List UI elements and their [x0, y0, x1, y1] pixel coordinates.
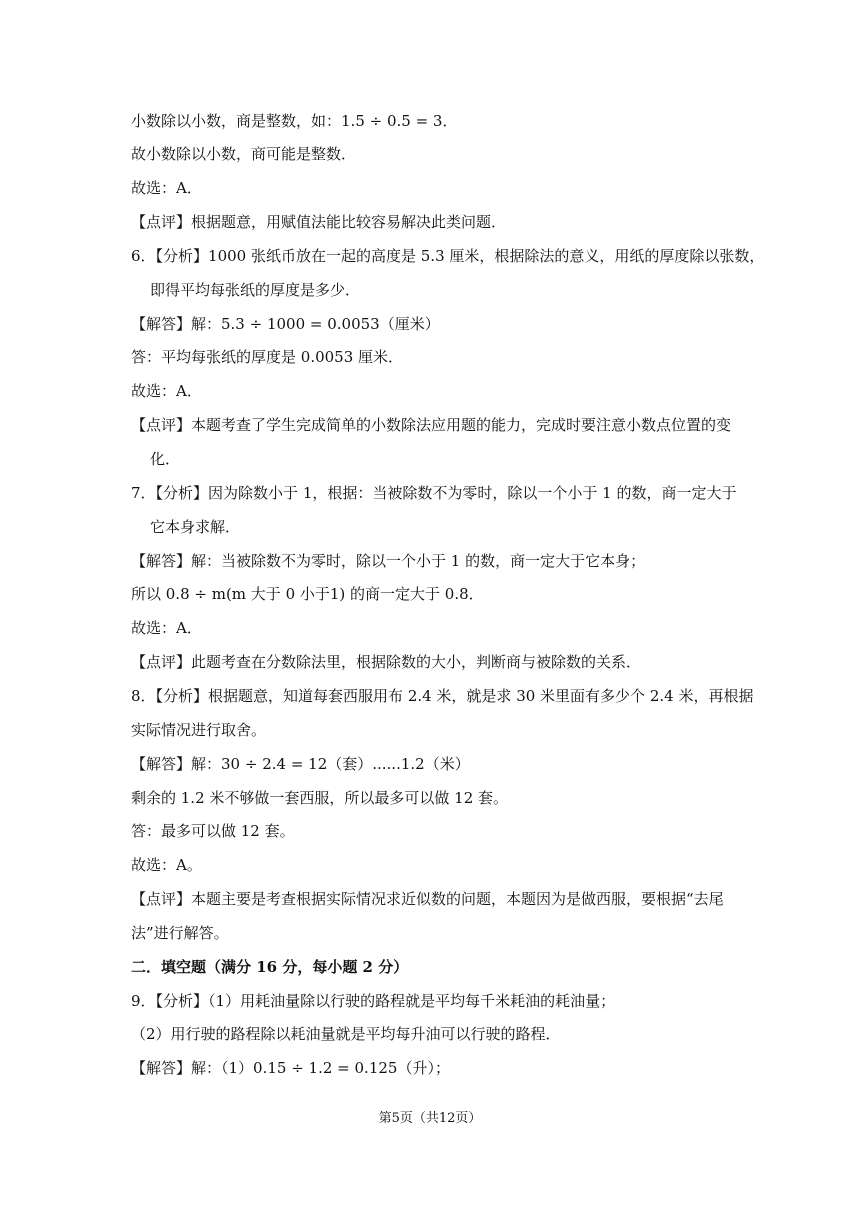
text-line: 故选：A．: [131, 179, 202, 197]
text-line: 它本身求解．: [150, 518, 241, 536]
text-line: 所以 0.8 ÷ m(m 大于 0 小于1) 的商一定大于 0.8．: [131, 585, 484, 603]
text-line: 即得平均每张纸的厚度是多少．: [150, 281, 361, 299]
text-line: 【点评】此题考查在分数除法里，根据除数的大小，判断商与被除数的关系．: [131, 653, 642, 671]
text-line: 【点评】本题主要是考查根据实际情况求近似数的问题，本题因为是做西服，要根据“去尾: [131, 890, 724, 908]
text-line: 【点评】根据题意，用赋值法能比较容易解决此类问题．: [131, 213, 507, 231]
text-line: 剩余的 1.2 米不够做一套西服，所以最多可以做 12 套。: [131, 789, 509, 807]
text-line: 【解答】解：当被除数不为零时，除以一个小于 1 的数，商一定大于它本身；: [131, 552, 646, 570]
text-line: （2）用行驶的路程除以耗油量就是平均每升油可以行驶的路程．: [131, 1025, 561, 1043]
text-line: 7．【分析】因为除数小于 1，根据：当被除数不为零时，除以一个小于 1 的数，商一定大于: [131, 484, 737, 502]
text-line: 答：平均每张纸的厚度是 0.0053 厘米．: [131, 348, 404, 366]
text-line: 8．【分析】根据题意，知道每套西服用布 2.4 米，就是求 30 米里面有多少个 2.4 米，再根据: [131, 687, 754, 705]
text-line: 故小数除以小数，商可能是整数．: [131, 145, 357, 163]
page-footer: 第5页（共12页）: [378, 1111, 482, 1126]
text-line: 实际情况进行取舍。: [131, 721, 267, 739]
text-line: 法”进行解答。: [131, 924, 229, 942]
text-line: 故选：A。: [131, 856, 202, 874]
text-line: 小数除以小数，商是整数，如：1.5 ÷ 0.5 = 3．: [131, 112, 458, 130]
text-line: 故选：A．: [131, 619, 202, 637]
text-line: 【解答】解：30 ÷ 2.4 = 12（套）......1.2（米）: [131, 755, 470, 773]
section-heading: 二．填空题（满分 16 分，每小题 2 分）: [131, 958, 409, 976]
text-line: 9．【分析】（1）用耗油量除以行驶的路程就是平均每千米耗油的耗油量；: [131, 992, 616, 1010]
text-line: 答：最多可以做 12 套。: [131, 822, 295, 840]
text-line: 故选：A．: [131, 382, 202, 400]
text-line: 化．: [150, 450, 181, 468]
text-line: 【解答】解：5.3 ÷ 1000 = 0.0053（厘米）: [131, 315, 440, 333]
text-line: 6．【分析】1000 张纸币放在一起的高度是 5.3 厘米，根据除法的意义，用纸的厚度除以张数，: [131, 247, 765, 265]
text-line: 【解答】解：（1）0.15 ÷ 1.2 = 0.125（升）；: [131, 1059, 450, 1077]
text-line: 【点评】本题考查了学生完成简单的小数除法应用题的能力，完成时要注意小数点位置的变: [131, 416, 732, 434]
